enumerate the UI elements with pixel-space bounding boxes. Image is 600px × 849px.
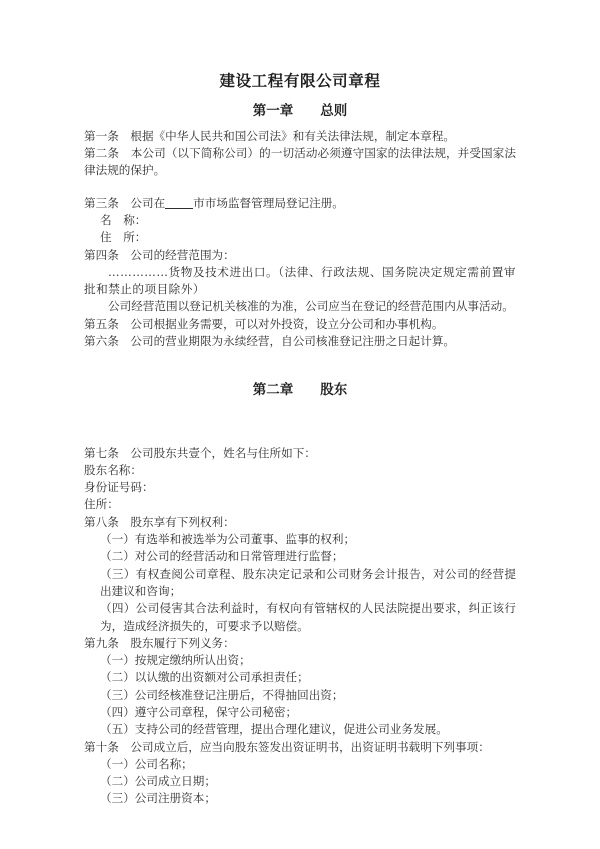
article-1: 第一条 根据《中华人民共和国公司法》和有关法律法规，制定本章程。 [84,128,456,143]
article-9: 第九条 股东履行下列义务： [84,635,235,650]
article-10-item-3: （三）公司注册资本； [100,791,216,806]
article-3 [84,195,516,212]
article-9-item-2: （二）以认缴的出资额对公司承担责任； [100,670,309,685]
article-9-item-1: （一）按规定缴纳所认出资； [100,653,251,668]
article-7: 第七条 公司股东共壹个，姓名与住所如下： [84,445,316,460]
article-3-blank-field[interactable] [165,208,193,209]
article-9-item-4: （四）遵守公司章程，保守公司秘密； [100,704,298,719]
article-2: 第二条 本公司（以下简称公司）的一切活动必须遵守国家的法律法规，并受国家法律法规的保护。 [84,146,516,178]
article-4-business-scope: ……………货物及技术进出口。（法律、行政法规、国务院决定规定需前置审批和禁止的项目除外） [84,264,516,297]
article-10-item-2: （二）公司成立日期； [100,774,216,789]
shareholder-id-field-label[interactable]: 身份证号码： [84,480,154,495]
article-9-item-3: （三）公司经核准登记注册后，不得抽回出资； [100,687,344,702]
article-8: 第八条 股东享有下列权利： [84,514,235,529]
document-title: 建设工程有限公司章程 [219,71,381,90]
shareholder-address-field-label[interactable]: 住所： [84,497,119,512]
article-8-item-4: （四）公司侵害其合法利益时，有权向有管辖权的人民法院提出要求，纠正该行为，造成经济损失的，可要求予以赔偿。 [100,601,516,633]
article-4-supplement: 公司经营范围以登记机关核准的为准，公司应当在登记的经营范围内从事活动。 [108,299,514,314]
article-9-item-5: （五）支持公司的经营管理，提出合理化建议，促进公司业务发展。 [100,722,448,737]
chapter-heading-2: 第二章 股东 [252,382,348,399]
article-4: 第四条 公司的经营范围为： [84,247,235,262]
article-3-text-after-blank: 市市场监督管理局登记注册。 [193,195,344,210]
spacer [84,180,516,195]
article-6: 第六条 公司的营业期限为永续经营，自公司核准登记注册之日起计算。 [84,334,456,349]
document-content [84,72,516,808]
company-name-field-label[interactable]: 名 称： [100,212,147,227]
article-8-item-2: （二）对公司的经营活动和日常管理进行监督； [100,549,344,564]
article-10: 第十条 公司成立后，应当向股东签发出资证明书，出资证明书载明下列事项： [84,739,490,754]
article-5: 第五条 公司根据业务需要，可以对外投资，设立分公司和办事机构。 [84,316,444,331]
article-8-item-3: （三）有权查阅公司章程、股东决定记录和公司财务会计报告，对公司的经营提出建议和咨询； [100,566,516,598]
article-8-item-1: （一）有选举和被选举为公司董事、监事的权利； [100,532,356,547]
shareholder-name-field-label[interactable]: 股东名称： [84,462,142,477]
chapter-heading-1: 第一章 总则 [252,102,348,119]
article-10-item-1: （一）公司名称； [100,756,193,771]
company-address-field-label[interactable]: 住 所： [100,230,147,245]
article-3-text-before-blank: 第三条 公司在 [84,195,166,210]
